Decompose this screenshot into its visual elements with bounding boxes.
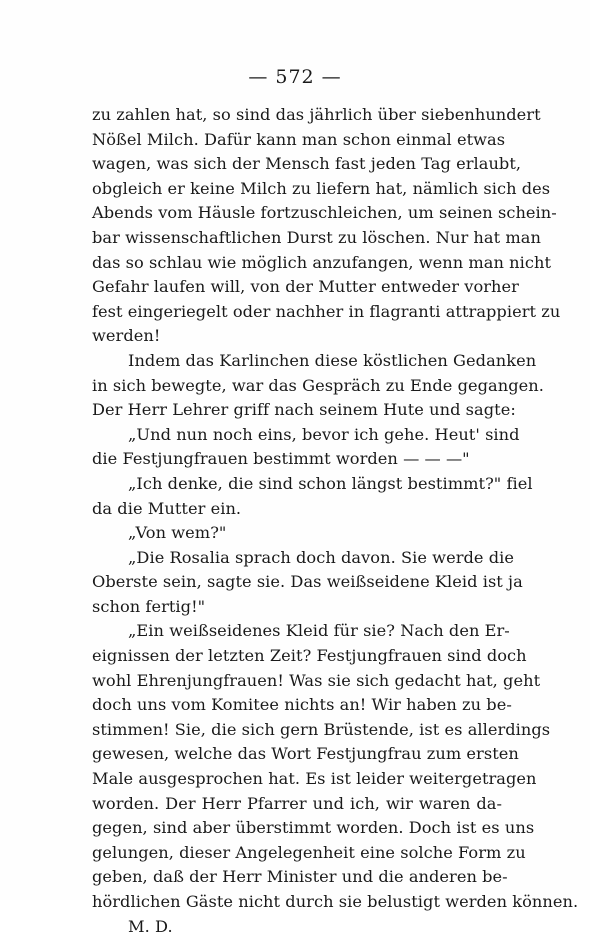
- text-line: Abends vom Häusle fortzuschleichen, um seinen schein-: [92, 203, 557, 223]
- text-line: „Und nun noch eins, bevor ich gehe. Heut' sind: [128, 424, 520, 444]
- text-line: worden. Der Herr Pfarrer und ich, wir waren da-: [92, 793, 502, 813]
- text-line: Oberste sein, sagte sie. Das weißseidene Kleid ist ja: [92, 572, 523, 592]
- text-line: zu zahlen hat, so sind das jährlich über siebenhundert: [92, 105, 541, 124]
- text-line: „Ich denke, die sind schon längst bestimmt?" fiel: [128, 473, 533, 493]
- text-line: schon fertig!": [92, 596, 206, 616]
- text-line: das so schlau wie möglich anzufangen, wenn man nicht: [92, 252, 552, 272]
- text-line: Der Herr Lehrer griff nach seinem Hute und sagte:: [92, 400, 516, 420]
- text-line: stimmen! Sie, die sich gern Brüstende, ist es allerdings: [92, 719, 551, 739]
- text-line: eignissen der letzten Zeit? Festjungfrauen sind doch: [92, 646, 527, 666]
- text-line: Male ausgesprochen hat. Es ist leider weitergetragen: [92, 769, 537, 789]
- body-text: [92, 103, 579, 939]
- text-line: Indem das Karlinchen diese köstlichen Gedanken: [128, 350, 537, 370]
- text-line: gewesen, welche das Wort Festjungfrau zum ersten: [92, 744, 519, 764]
- text-line: wohl Ehrenjungfrauen! Was sie sich gedacht hat, geht: [92, 670, 541, 690]
- text-line: M. D.: [128, 916, 173, 936]
- text-line: in sich bewegte, war das Gespräch zu Ende gegangen.: [92, 375, 544, 395]
- text-line: geben, daß der Herr Minister und die anderen be-: [92, 867, 508, 887]
- text-line: da die Mutter ein.: [92, 498, 242, 518]
- text-line: wagen, was sich der Mensch fast jeden Tag erlaubt,: [92, 154, 522, 174]
- text-line: Gefahr laufen will, von der Mutter entweder vorher: [92, 277, 519, 297]
- page-number: — 572 —: [248, 66, 342, 88]
- text-line: doch uns vom Komitee nichts an! Wir haben zu be-: [92, 695, 512, 715]
- text-line: obgleich er keine Milch zu liefern hat, nämlich sich des: [92, 178, 551, 198]
- text-line: werden!: [92, 326, 161, 346]
- text-line: bar wissenschaftlichen Durst zu löschen. Nur hat man: [92, 227, 541, 247]
- text-line: „Ein weißseidenes Kleid für sie? Nach den Er-: [128, 621, 510, 641]
- text-line: gegen, sind aber überstimmt worden. Doch ist es uns: [92, 818, 535, 838]
- text-line: Nößel Milch. Dafür kann man schon einmal etwas: [92, 129, 506, 149]
- text-line: hördlichen Gäste nicht durch sie belustigt werden können.: [92, 892, 579, 911]
- text-line: gelungen, dieser Angelegenheit eine solche Form zu: [92, 842, 526, 862]
- text-line: „Von wem?": [128, 523, 227, 543]
- text-line: die Festjungfrauen bestimmt worden — — —": [92, 449, 470, 469]
- text-line: fest eingeriegelt oder nachher in flagranti attrappiert zu: [92, 301, 561, 321]
- text-line: „Die Rosalia sprach doch davon. Sie werde die: [128, 547, 514, 567]
